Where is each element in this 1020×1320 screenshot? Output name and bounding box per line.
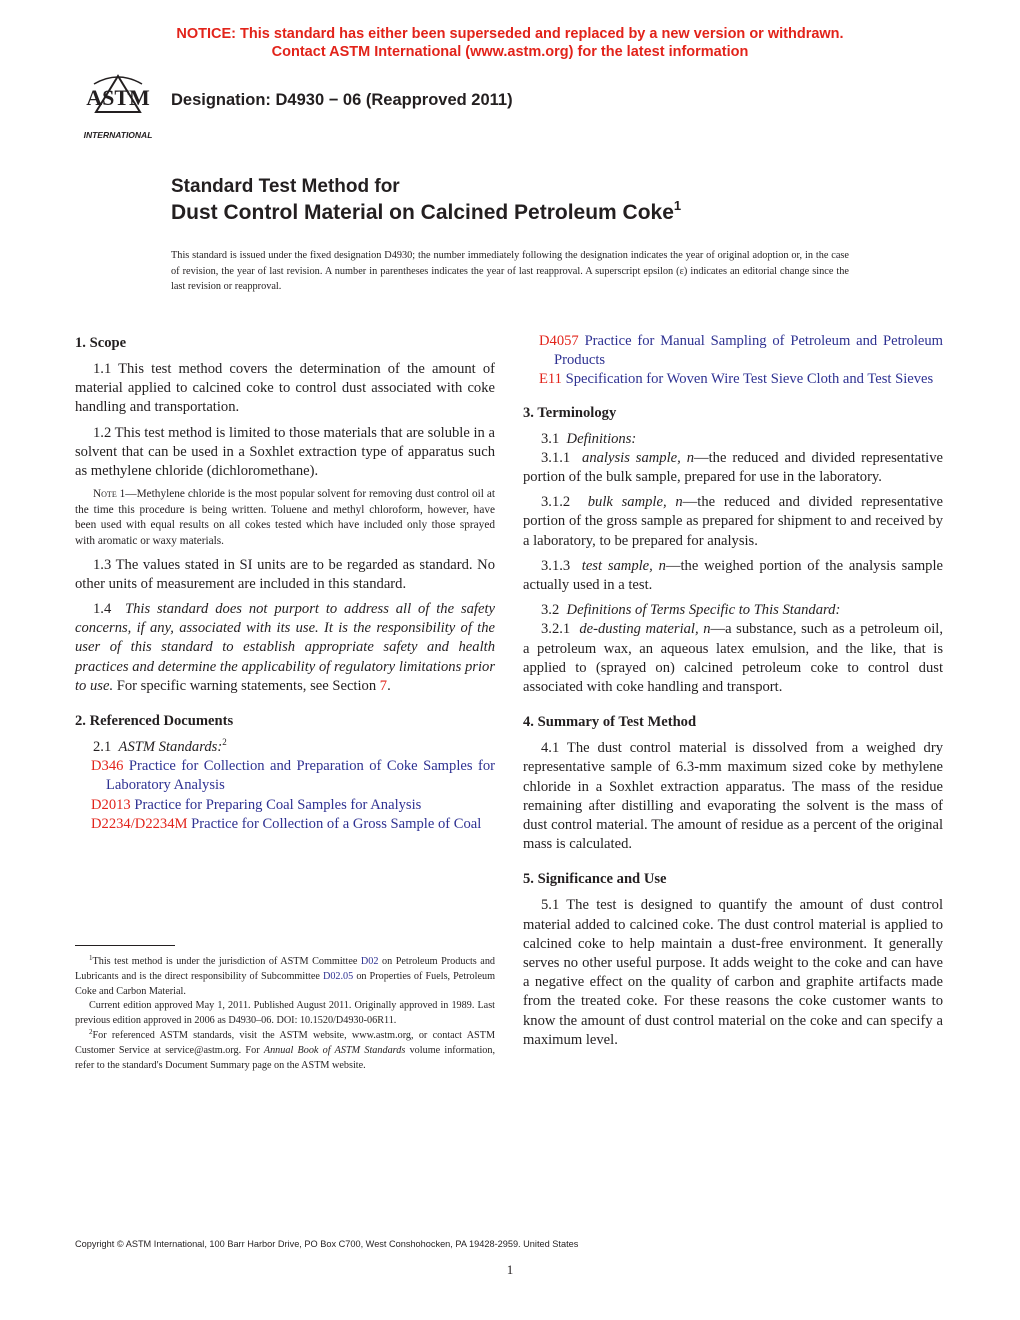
- ref-code[interactable]: D346: [91, 758, 124, 775]
- astm-logo-icon: [74, 72, 162, 144]
- term-bulk-sample: bulk sample, n: [587, 494, 683, 511]
- ref-code[interactable]: D2013: [91, 796, 131, 813]
- term-test-sample: test sample, n: [581, 557, 666, 574]
- footnote-1-edition: Current edition approved May 1, 2011. Published August 2011. Originally approved in 1989. Last previous edition approved in 2006 as D4930–06. DOI: 10.1520/D4930-06R11.: [75, 1000, 495, 1027]
- para-3-1-2-num: 3.1.2: [541, 494, 571, 511]
- footnote-2-mark: 2: [89, 1027, 93, 1036]
- astm-logo: [74, 72, 162, 144]
- page-number: 1: [506, 1262, 514, 1277]
- ref-code[interactable]: D4057: [539, 333, 579, 349]
- para-3-2-num: 3.2: [541, 602, 560, 619]
- para-3-1-3-text: —the weighed portion of the analysis sample actually used in a test.: [523, 557, 943, 594]
- para-3-1-1: [523, 449, 943, 487]
- document-title: [171, 174, 681, 227]
- para-3-2: [523, 601, 943, 620]
- footnote-2-b: volume information, refer to the standard's Document Summary page on the ASTM website.: [75, 1044, 496, 1071]
- section-5-heading: 5. Significance and Use: [523, 871, 667, 888]
- para-1-3: 1.3 The values stated in SI units are to be regarded as standard. No other units of measurement are included in this standard.: [75, 556, 495, 592]
- section-4-heading: 4. Summary of Test Method: [523, 714, 697, 731]
- title-footnote-mark: 1: [673, 198, 682, 213]
- note-1: [75, 487, 495, 549]
- reference-d2234[interactable]: [75, 815, 495, 834]
- note-text: —Methylene chloride is the most popular solvent for removing dust control oil at the time this procedure is being written. Toluene and methyl chloroform, however, have been used with equal results on all cokes tested which have included only those sprayed with aromatic or waxy materials.: [75, 488, 495, 547]
- footnote-1-b: on Petroleum Products and Lubricants and is the direct responsibility of Subcommittee: [75, 956, 496, 982]
- footnote-1-c: on Properties of Fuels, Petroleum Coke and Carbon Material.: [75, 970, 496, 997]
- para-3-1-3: [523, 557, 943, 595]
- para-4-1: 4.1 The dust control material is dissolved from a weighed dry representative sample of 6.3-mm maximum sized coke by methylene chloride in a Soxhlet extraction apparatus. The mass of the residue remaining after distilling and evaporating the solvent is the mass of dust control material. The amount of residue as a percent of the original mass is calculated.: [523, 740, 943, 853]
- footnotes: [75, 955, 495, 1073]
- notice-line-2: Contact ASTM International (www.astm.org) for the latest information: [271, 44, 749, 60]
- ref-title[interactable]: Practice for Collection and Preparation of Coke Samples for Laboratory Analysis: [106, 758, 495, 794]
- section-7-link[interactable]: 7: [379, 677, 388, 694]
- copyright-line: Copyright © ASTM International, 100 Barr Harbor Drive, PO Box C700, West Conshohocken, PA 19428-2959. United States: [75, 1239, 579, 1249]
- para-3-2-label: Definitions of Terms Specific to This Standard:: [566, 602, 841, 619]
- note-label: Note 1: [93, 488, 126, 501]
- para-3-2-1-num: 3.2.1: [541, 621, 571, 638]
- para-3-1-1-num: 3.1.1: [541, 449, 571, 466]
- para-3-1-3-num: 3.1.3: [541, 557, 571, 574]
- para-3-1-2: [523, 493, 943, 551]
- para-3-2-1-text: —a substance, such as a petroleum oil, a petroleum wax, an aqueous latex emulsion, and the like, that is applied to (sprayed on) calcined petroleum coke to control dust associated with coke handling and transport.: [523, 621, 944, 696]
- term-analysis-sample: analysis sample, n: [582, 449, 695, 466]
- footnote-2-italic: Annual Book of ASTM Standards: [263, 1044, 406, 1056]
- designation: Designation: D4930 − 06 (Reapproved 2011): [171, 91, 513, 109]
- title-line-2: [171, 199, 681, 227]
- title-line-1: Standard Test Method for: [171, 176, 400, 197]
- para-1-4-end: .: [387, 677, 391, 694]
- section-3-heading: 3. Terminology: [523, 404, 617, 421]
- footnote-1-a: This test method is under the jurisdiction of ASTM Committee: [92, 956, 358, 967]
- reference-d4057[interactable]: [523, 332, 943, 370]
- para-3-1-2-text: —the reduced and divided representative portion of the gross sample as prepared for shipment to and received by a laboratory, to be prepared for analysis.: [523, 494, 944, 549]
- para-3-2-1: [523, 620, 943, 697]
- para-2-1-num: 2.1: [93, 739, 112, 756]
- footnote-2-a: For referenced ASTM standards, visit the ASTM website, www.astm.org, or contact ASTM Customer Service at service@astm.org. For: [75, 1029, 495, 1056]
- reference-d346[interactable]: [75, 757, 495, 795]
- section-1-heading: 1. Scope: [75, 335, 127, 351]
- ref-title[interactable]: Practice for Manual Sampling of Petroleum and Petroleum Products: [554, 333, 943, 369]
- logo-caption: INTERNATIONAL: [83, 130, 153, 140]
- issuance-statement: This standard is issued under the fixed designation D4930; the number immediately following the designation indicates the year of original adoption or, in the case of revision, the year of last revision. A number in parentheses indicates the year of last reapproval. A superscript epsilon (ε) indicates an editorial change since the last revision or reapproval.: [171, 250, 849, 292]
- ref-title[interactable]: Practice for Preparing Coal Samples for Analysis: [134, 796, 422, 813]
- reference-e11[interactable]: [523, 370, 943, 389]
- committee-d02-link[interactable]: D02: [360, 956, 379, 967]
- para-3-1-label: Definitions:: [566, 430, 637, 447]
- right-column: [523, 332, 943, 1056]
- para-3-1-num: 3.1: [541, 430, 560, 447]
- ref-title[interactable]: Specification for Woven Wire Test Sieve Cloth and Test Sieves: [565, 371, 934, 388]
- para-1-4-italic: This standard does not purport to address all of the safety concerns, if any, associated with its use. It is the responsibility of the user of this standard to establish appropriate safety and health practices and determine the applicability of regulatory limitations prior to use.: [75, 601, 495, 694]
- section-2-heading: 2. Referenced Documents: [75, 713, 234, 730]
- para-1-1: 1.1 This test method covers the determination of the amount of material applied to calcined coke to control dust associated with coke handling and transportation.: [75, 361, 495, 416]
- notice-line-1: NOTICE: This standard has either been superseded and replaced by a new version or withdrawn.: [176, 26, 844, 42]
- footnote-divider: [75, 945, 175, 946]
- title-main: Dust Control Material on Calcined Petroleum Coke: [171, 201, 674, 224]
- footnote-2: [75, 1029, 495, 1073]
- withdrawal-notice: [0, 25, 1020, 61]
- para-3-1-1-text: —the reduced and divided representative portion of the bulk sample, prepared for use in the laboratory.: [523, 449, 943, 486]
- subcommittee-d02-05-link[interactable]: D02.05: [322, 970, 354, 982]
- para-1-4-tail: For specific warning statements, see Section: [116, 677, 377, 694]
- term-de-dusting-material: de-dusting material, n: [579, 621, 711, 638]
- reference-d2013[interactable]: [75, 796, 495, 815]
- astm-standards-label: ASTM Standards:: [118, 739, 223, 756]
- ref-code[interactable]: D2234/D2234M: [91, 815, 188, 832]
- astm-standards-footnote-mark: 2: [222, 737, 227, 748]
- para-1-4-num: 1.4: [93, 601, 112, 617]
- footnote-1: [75, 955, 495, 999]
- left-column: [75, 332, 495, 834]
- logo-letters: ASTM: [86, 85, 150, 110]
- para-1-2: 1.2 This test method is limited to those materials that are soluble in a solvent that can be used in a Soxhlet extraction type of apparatus such as methylene chloride (dichloromethane).: [75, 424, 495, 480]
- para-1-4: [75, 600, 495, 696]
- para-5-1: 5.1 The test is designed to quantify the amount of dust control material added to calcined coke. The dust control material is applied to calcined coke to help maintain a dust-free environment. It generally serves no other useful purpose. It adds weight to the coke and can have a negative effect on the quality of carbon and graphite artifacts made from the treated coke. For these reasons the coke customer wants to know the amount of dust control material on the coke and can specify a maximum level.: [523, 897, 943, 1048]
- para-2-1: [75, 738, 495, 757]
- ref-title[interactable]: Practice for Collection of a Gross Sample of Coal: [191, 815, 482, 832]
- ref-code[interactable]: E11: [539, 371, 562, 388]
- para-3-1: [523, 430, 943, 449]
- footnote-1-mark: 1: [89, 954, 93, 962]
